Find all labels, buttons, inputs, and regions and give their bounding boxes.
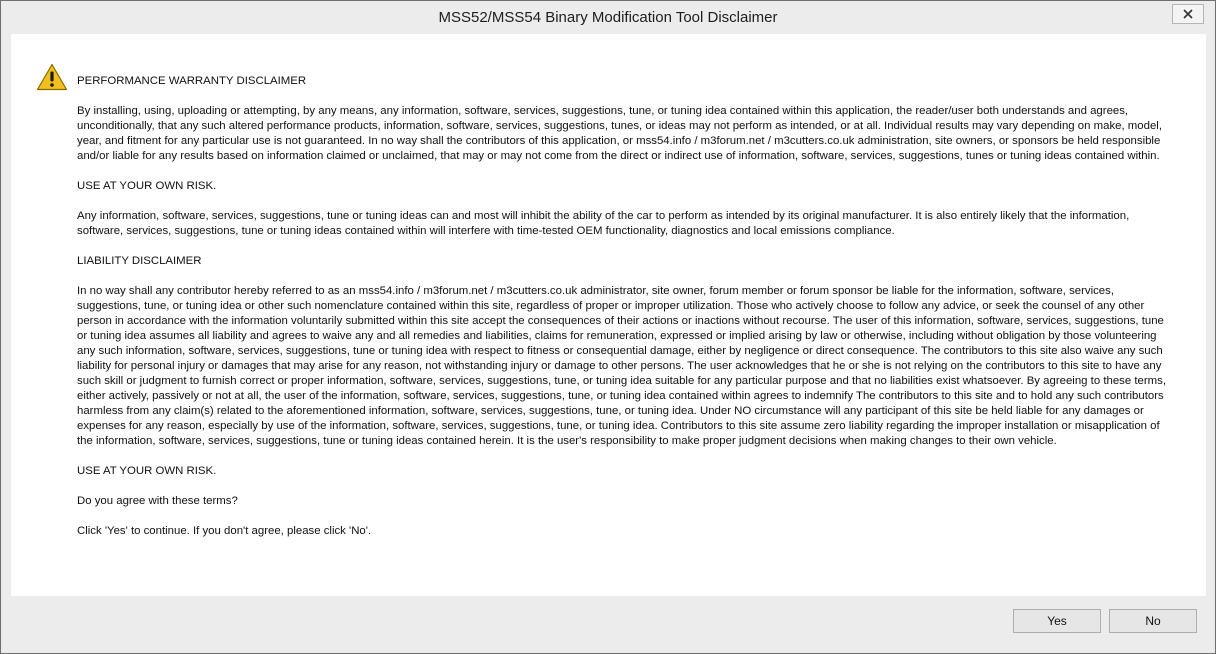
close-icon — [1183, 9, 1193, 19]
yes-button[interactable]: Yes — [1013, 609, 1101, 633]
paragraph-performance-warranty: By installing, using, uploading or attempting, by any means, any information, software, services, suggestions, tune, or tuning idea contained within this application, the reader/user both understands and agrees, unconditionally, that any such altered performance products, information, software, services, suggestions, tunes, or ideas may not perform as intended, or at all. Individual results may vary depending on make, model, year, and fitment for any particular use is not guaranteed. In no way shall the contributors of this application, or mss54.info / m3forum.net / m3cutters.co.uk administration, site owners, or sponsors be held responsible and/or liable for any results based on information claimed or unclaimed, that may or may not come from the direct or indirect use of information, software, services, suggestions, tunes or tuning ideas contained within. — [77, 105, 1162, 162]
paragraph-liability: In no way shall any contributor hereby referred to as an mss54.info / m3forum.net / m3cutters.co.uk administrator, site owner, forum member or forum sponsor be liable for the information, software, services, suggestions, tune, or tuning idea or other such nomenclature contained within this site, regardless of proper or improper utilization. Those who actively choose to follow any advice, or seek the counsel of any other person in accordance with the information voluntarily submitted within this site accept the consequences of their actions or inactions without recourse. The user of this information, software, services, suggestions, tune or tuning idea assumes all liability and agrees to waive any and all remedies and liabilities, claims for remuneration, expressed or implied arising by law or otherwise, including without obligation by those volunteering any such information, software, services, suggestions, tune or tuning idea with respect to fitness or consequential damage, either by negligence or direct consequence. The contributors to this site also waive any such liability for personal injury or damages that may arise for any reason, not withstanding injury or damage to other persons. The user acknowledges that he or she is not relying on the contributors to this site to have any such skill or judgment to furnish correct or proper information, software, services, suggestions, tune, or tuning idea suitable for any particular purpose and that no liabilities exist whatsoever. By agreeing to these terms, either actively, passively or not at all, the user of the information, software, services, suggestions, tune, or tuning idea contained within agrees to indemnify The contributors to this site and to hold any such contributors harmless from any claim(s) related to the aforementioned information, software, services, suggestions, tune, or tuning idea. Under NO circumstance will any participant of this site be held liable for any damages or expenses for any reason, especially by use of the information, software, services, suggestions, tune, or tuning idea. Contributors to this site assume zero liability regarding the improper installation or misapplication of the information, software, services, suggestions, tune or tuning ideas contained herein. It is the user's responsibility to make proper judgment decisions when making changes to their own vehicle. — [77, 285, 1166, 447]
title-bar[interactable] — [1, 1, 1215, 34]
heading-use-at-own-risk-1: USE AT YOUR OWN RISK. — [77, 180, 217, 192]
warning-triangle-icon — [36, 63, 68, 91]
no-button[interactable]: No — [1109, 609, 1197, 633]
close-button[interactable] — [1172, 4, 1204, 24]
heading-performance-warranty: PERFORMANCE WARRANTY DISCLAIMER — [77, 75, 307, 87]
paragraph-oem-functionality: Any information, software, services, suggestions, tune or tuning ideas can and most will inhibit the ability of the car to perform as intended by its original manufacturer. It is also entirely likely that the information, software, services, suggestions, tune or tuning ideas contained within will interfere with time-tested OEM functionality, diagnostics and local emissions compliance. — [77, 210, 1130, 237]
window-title: MSS52/MSS54 Binary Modification Tool Disclaimer — [438, 9, 778, 26]
heading-use-at-own-risk-2: USE AT YOUR OWN RISK. — [77, 465, 217, 477]
agree-question: Do you agree with these terms? — [77, 495, 238, 507]
button-bar — [1, 596, 1215, 653]
agree-instruction: Click 'Yes' to continue. If you don't agree, please click 'No'. — [77, 525, 372, 537]
heading-liability-disclaimer: LIABILITY DISCLAIMER — [77, 255, 202, 267]
disclaimer-text — [77, 74, 1177, 554]
disclaimer-content — [11, 34, 1206, 596]
